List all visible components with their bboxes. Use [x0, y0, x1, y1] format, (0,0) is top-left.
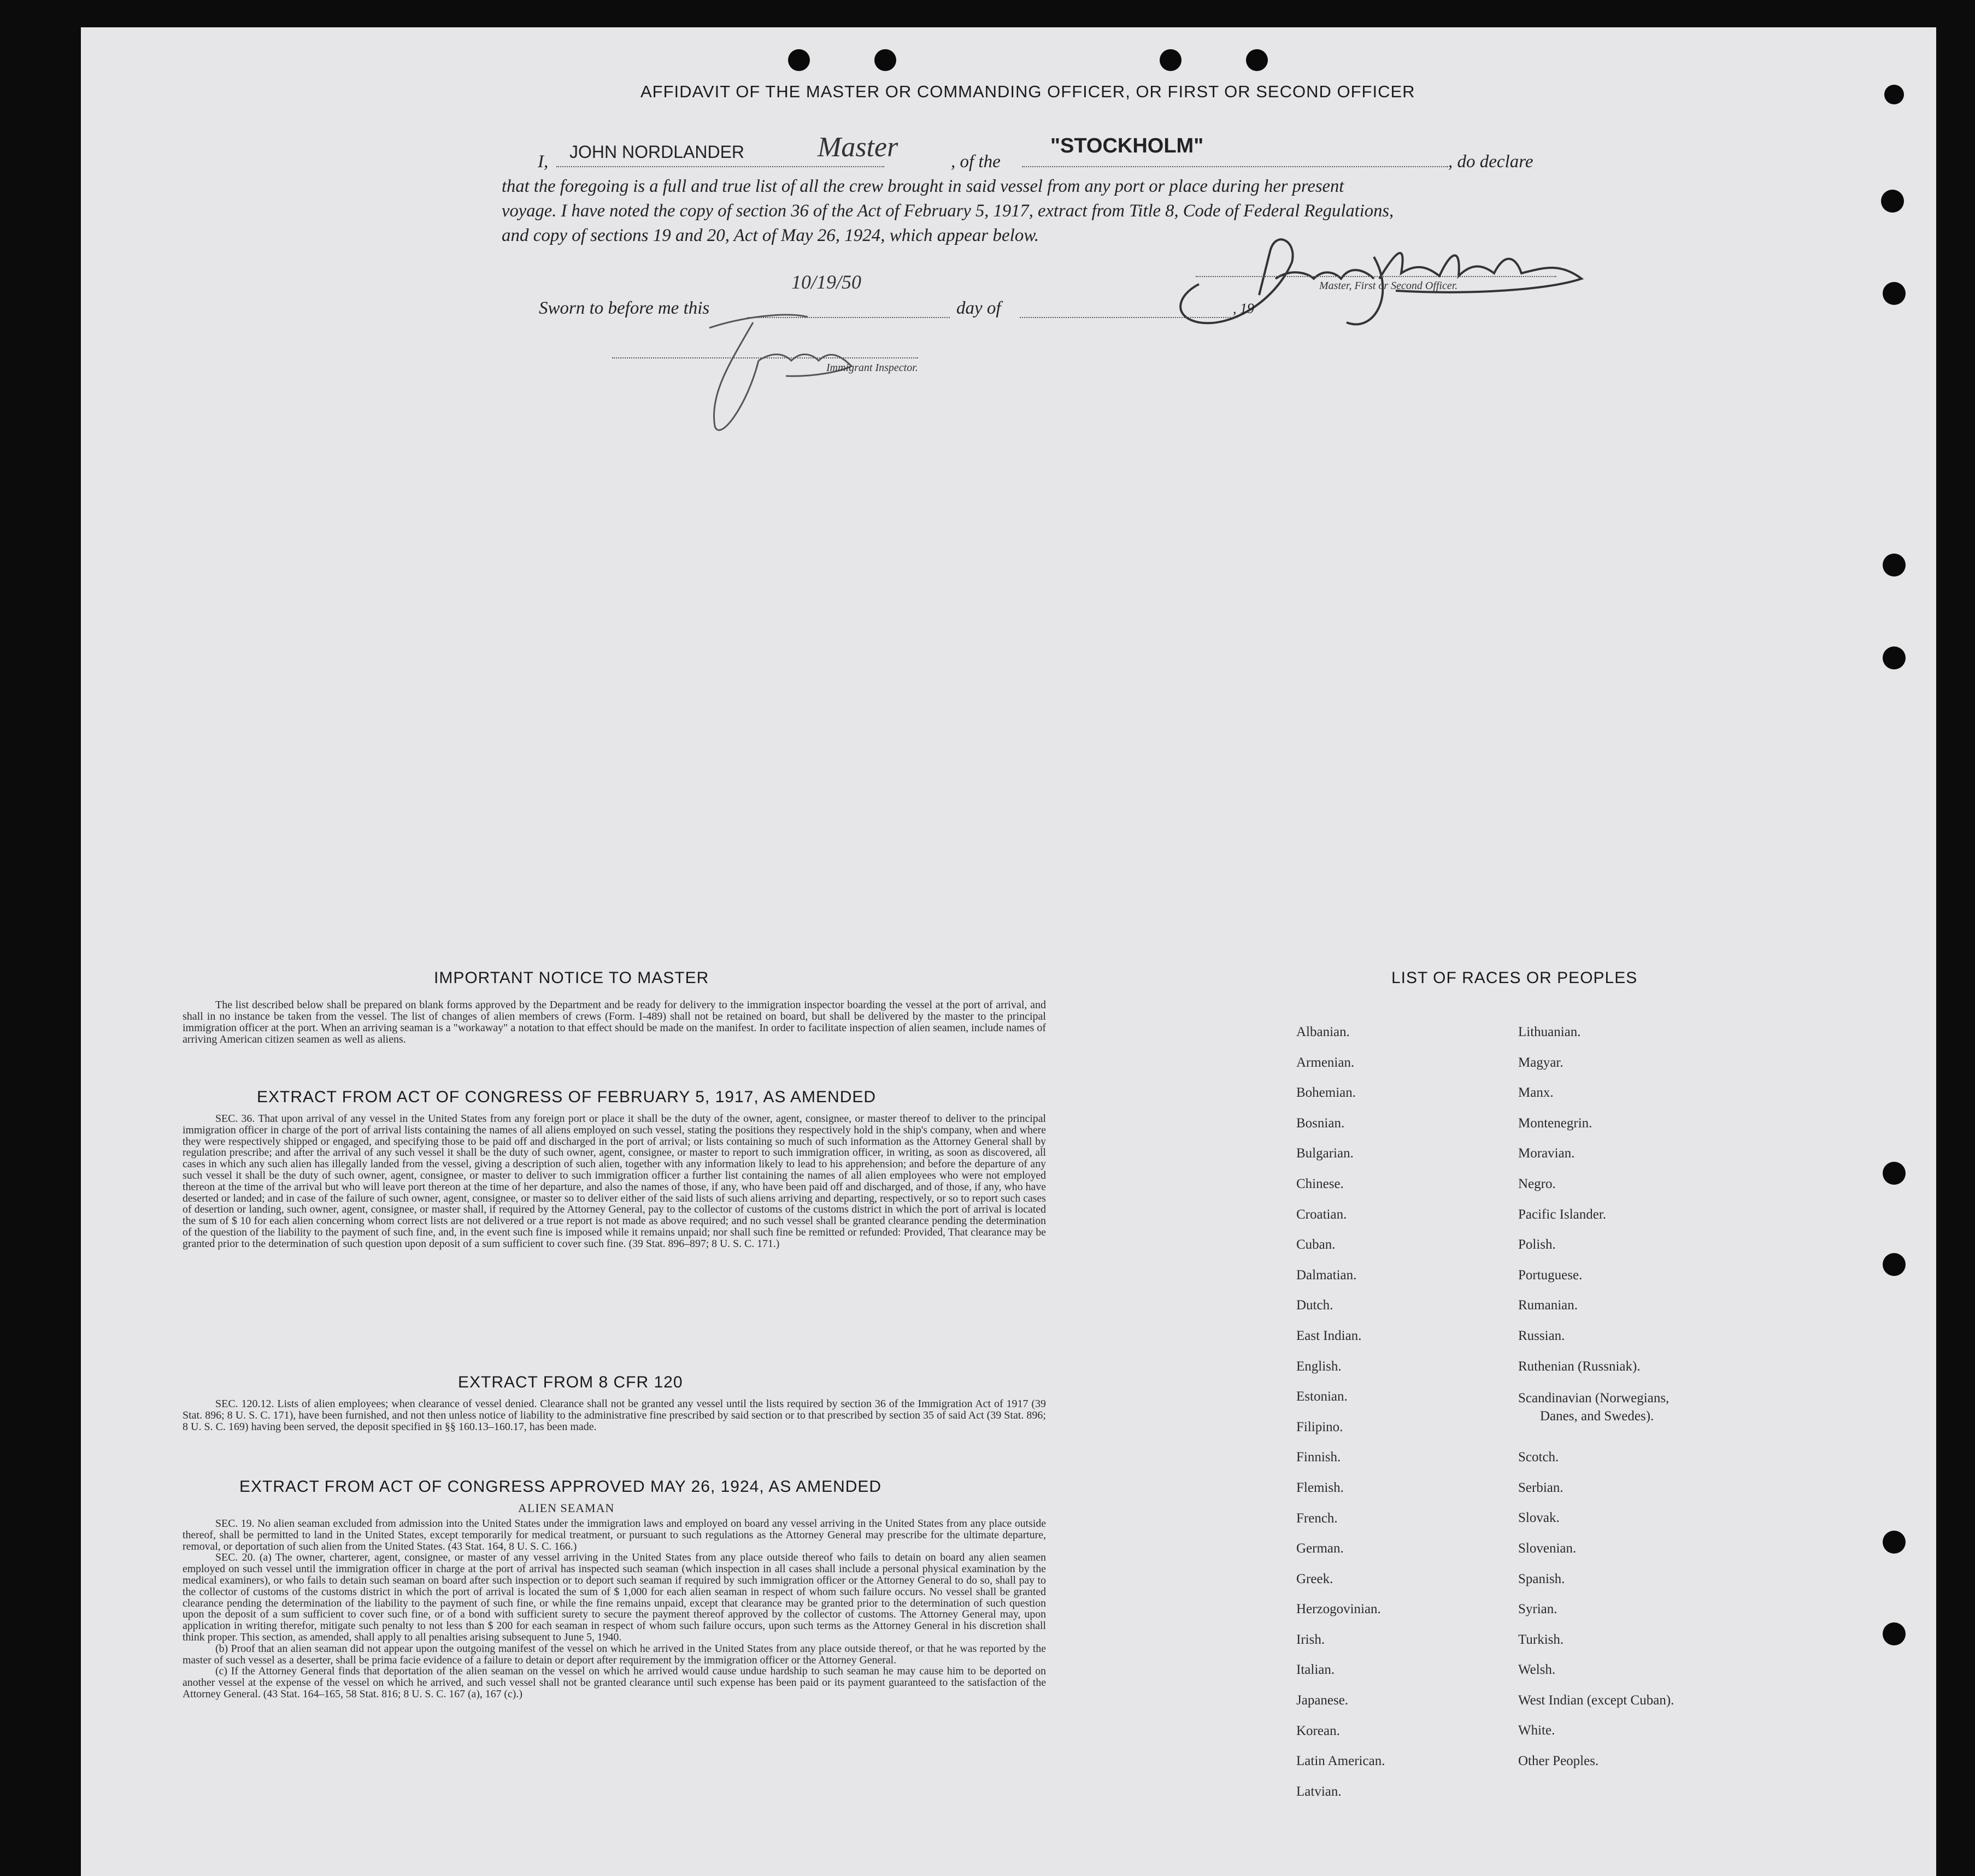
notice-title: IMPORTANT NOTICE TO MASTER — [434, 969, 709, 987]
vessel-name: "STOCKHOLM" — [1050, 134, 1204, 157]
punch-hole — [1881, 190, 1904, 213]
affidavit-line1-prefix: I, — [538, 152, 549, 172]
race-item: Slovenian. — [1518, 1540, 1577, 1556]
vessel-name-field — [1022, 166, 1448, 167]
race-item: Scotch. — [1518, 1450, 1559, 1465]
master-name: JOHN NORDLANDER — [569, 142, 745, 162]
race-item — [1518, 1389, 1674, 1450]
punch-hole — [1246, 49, 1268, 71]
race-item: East Indian. — [1296, 1328, 1362, 1343]
race-item: Korean. — [1296, 1723, 1340, 1738]
race-item: Rumanian. — [1518, 1298, 1578, 1313]
race-item: Latin American. — [1296, 1754, 1385, 1769]
race-item: Flemish. — [1296, 1480, 1344, 1495]
affidavit-line2: that the foregoing is a full and true list of all the crew brought in said vessel from any port or place during her present — [502, 177, 1344, 196]
race-item: Irish. — [1296, 1632, 1325, 1647]
race-item: Syrian. — [1518, 1602, 1557, 1617]
race-item: Dutch. — [1296, 1298, 1333, 1313]
sworn-month-field — [1020, 317, 1233, 318]
race-item: Armenian. — [1296, 1055, 1355, 1070]
sworn-prefix: Sworn to before me this — [539, 298, 710, 318]
race-item: German. — [1296, 1541, 1344, 1556]
race-item: West Indian (except Cuban). — [1518, 1692, 1674, 1708]
race-item: Greek. — [1296, 1571, 1333, 1586]
race-item: Chinese. — [1296, 1176, 1344, 1191]
race-item: Latvian. — [1296, 1784, 1342, 1799]
rank-handwritten: Master — [818, 132, 898, 163]
signature-field — [1196, 276, 1556, 277]
punch-hole — [874, 49, 896, 71]
race-item: Montenegrin. — [1518, 1115, 1592, 1131]
sworn-date-handwritten: 10/19/50 — [791, 271, 862, 293]
race-item: Pacific Islander. — [1518, 1207, 1607, 1222]
punch-hole — [1883, 1622, 1906, 1645]
race-item: Negro. — [1518, 1176, 1556, 1191]
affidavit-line3: voyage. I have noted the copy of section 36 of the Act of February 5, 1917, extract from Title 8, Code of Federal Regulations, — [502, 201, 1394, 221]
master-name-field — [556, 166, 884, 167]
race-item: Estonian. — [1296, 1389, 1348, 1404]
extract-8cfr-title: EXTRACT FROM 8 CFR 120 — [458, 1373, 683, 1391]
race-item: Bohemian. — [1296, 1085, 1356, 1101]
extract-1924-text — [183, 1518, 1046, 1700]
race-item: White. — [1518, 1723, 1555, 1738]
punch-hole — [1883, 282, 1906, 305]
race-item: Portuguese. — [1518, 1267, 1583, 1283]
race-item: Finnish. — [1296, 1450, 1341, 1465]
extract-1917-text: SEC. 36. That upon arrival of any vessel in the United States from any foreign port or place it shall be the duty of the owner, agent, consignee, or master thereof to deliver to the principal immigration officer in charge of the port of arrival lists containing the names of all aliens employed on such vessel, stating the positions they respectively hold in the ship's company, when and where they were respectively shipped or engaged, and specifying those to be paid off and discharged in the port of arrival; or lists containing so much of such information as the Attorney General shall by regulation prescribe; and after the arrival of any such vessel it shall be the duty of such owner, agent, consignee, or master to report to such immigration officer, in writing, as soon as discovered, all cases in which any such alien has illegally landed from the vessel, giving a description of such alien, together with any information likely to lead to his apprehension; and before the departure of any such vessel it shall be the duty of such owner, agent, consignee, or master to deliver to such immigration officer a further list containing the names of all alien employees who were not employed thereon at the time of the arrival but who will leave port thereon at the time of her departure, and also the names of those, if any, who have been paid off and discharged, and of those, if any, who have deserted or landed; and in case of the failure of such owner, agent, consignee, or master so to deliver either of the said lists of such aliens arriving and departing, respectively, or so to report such cases of desertion or landing, such owner, agent, consignee, or master shall, if required by the Attorney General, pay to the collector of customs of the customs district in which the port of arrival is located the sum of $ 10 for each alien concerning whom correct lists are not delivered or a true report is not made as above required; and no such vessel shall be granted clearance pending the determination of the question of the liability to the payment of such fine, and, in the event such fine is imposed while it remains unpaid; nor shall such fine be remitted or refunded: Provided, That clearance may be granted prior to the determination of such question upon deposit of a sum sufficient to cover such fine. (39 Stat. 896–897; 8 U. S. C. 171.) — [183, 1113, 1046, 1250]
day-of-text: day of — [956, 298, 1001, 318]
race-item: Cuban. — [1296, 1237, 1336, 1252]
notice-text: The list described below shall be prepared on blank forms approved by the Department and be ready for delivery to the immigration inspector boarding the vessel at the port of arrival, and shall in no instance be taken from the vessel. The list of changes of alien members of crews (Form. I-489) shall not be retained on board, but shall be delivered by the master to the principal immigration officer at the port. When an arriving seaman is a "workaway" a notation to that effect should be made on the manifest. In order to facilitate inspection of alien seamen, include names of arriving American citizen seamen as well as aliens. — [183, 999, 1046, 1045]
sec-20b-text: (b) Proof that an alien seaman did not appear upon the outgoing manifest of the vessel on which he arrived in the United States from any place outside thereof, or that he was reported by the master of such vessel as a deserter, shall be prima facie evidence of a failure to detain or deport after requirement by the immigration officer or the Attorney General. — [183, 1642, 1046, 1666]
punch-hole — [1883, 646, 1906, 669]
race-item: Russian. — [1518, 1328, 1565, 1343]
affidavit-title: AFFIDAVIT OF THE MASTER OR COMMANDING OFFICER, OR FIRST OR SECOND OFFICER — [640, 82, 1415, 101]
punch-hole — [1160, 49, 1182, 71]
document-page — [81, 27, 1936, 1876]
master-signature — [1166, 219, 1614, 339]
sec-20c-text: (c) If the Attorney General finds that deportation of the alien seaman on the vessel on which he arrived would cause undue hardship to such seaman he may cause him to be deported on another vessel at the expense of the vessel on which he arrived, and such vessel shall not be granted clearance until such expense has been paid or its payment guaranteed to the satisfaction of the Attorney General. (43 Stat. 164–165, 58 Stat. 816; 8 U. S. C. 167 (a), 167 (c).) — [183, 1665, 1046, 1700]
race-item: Herzogovinian. — [1296, 1602, 1381, 1617]
race-item: Turkish. — [1518, 1632, 1564, 1647]
race-item: Polish. — [1518, 1237, 1556, 1252]
sec-20a-text: SEC. 20. (a) The owner, charterer, agent, consignee, or master of any vessel arriving in the United States from any place outside thereof who fails to detain on board any alien seamen employed on such vessel until the immigration officer in charge at the port of arrival has inspected such seaman (which inspection in all cases shall include a personal physical examination by the medical examiners), or who fails to detain such seaman on board after such inspection or to deport such seaman if required by such immigration officer or the Attorney General to do so, shall pay to the collector of customs of the customs district in which the port of arrival is located the sum of $ 1,000 for each alien seaman in respect of whom such failure occurs. No vessel shall be granted clearance pending the determination of the liability to the payment of such fine, or while the fine remains unpaid, except that clearance may be granted prior to the determination of such question upon the deposit of a sum sufficient to cover such fine, or of a bond with sufficient surety to secure the payment thereof approved by the collector of customs. The Attorney General may, upon application in writing therefor, mitigate such penalty to not less than $ 200 for each seaman in respect of whom such failure occurs, upon such terms as the Attorney General in his discretion shall think proper. This section, as amended, shall apply to all penalties arising subsequent to June 5, 1940. — [183, 1551, 1046, 1643]
races-column-1 — [1296, 1025, 1385, 1814]
race-item: Lithuanian. — [1518, 1025, 1581, 1039]
race-item: Slovak. — [1518, 1510, 1560, 1526]
race-item: Filipino. — [1296, 1419, 1343, 1434]
punch-hole — [1884, 85, 1904, 104]
punch-hole — [1883, 1531, 1906, 1554]
of-the-text: , of the — [951, 152, 1001, 172]
race-item: English. — [1296, 1359, 1342, 1374]
year-prefix: , 19 — [1233, 301, 1254, 316]
race-item: Moravian. — [1518, 1146, 1575, 1161]
races-title: LIST OF RACES OR PEOPLES — [1391, 969, 1638, 987]
extract-1924-subtitle: ALIEN SEAMAN — [518, 1501, 615, 1515]
race-item: Magyar. — [1518, 1055, 1563, 1070]
race-item: Other Peoples. — [1518, 1754, 1599, 1769]
race-item: Ruthenian (Russniak). — [1518, 1359, 1641, 1374]
extract-8cfr-text: SEC. 120.12. Lists of alien employees; when clearance of vessel denied. Clearance shall not be granted any vessel until the lists required by section 36 of the Immigration Act of 1917 (39 Stat. 896; 8 U. S. C. 171), have been furnished, and not then unless notice of liability to the administrative fine prescribed by said section or to that prescribed by section 35 of said Act (39 Stat. 896; 8 U. S. C. 169) having been served, the deposit specified in §§ 160.13–160.17, has been made. — [183, 1398, 1046, 1433]
race-item-line: Danes, and Swedes). — [1540, 1409, 1654, 1424]
races-column-2 — [1518, 1025, 1674, 1784]
sec-19-text: SEC. 19. No alien seaman excluded from admission into the United States under the immigration laws and employed on board any vessel arriving in the United States from any place outside thereof, shall be permitted to land in the United States, except temporarily for medical treatment, or pursuant to such regulations as the Attorney General may prescribe for the ultimate departure, removal, or deportation of such alien from the United States. (43 Stat. 164, 8 U. S. C. 166.) — [183, 1518, 1046, 1552]
extract-1924-title: EXTRACT FROM ACT OF CONGRESS APPROVED MAY 26, 1924, AS AMENDED — [239, 1478, 882, 1496]
affidavit-line4: and copy of sections 19 and 20, Act of May 26, 1924, which appear below. — [502, 226, 1039, 245]
punch-hole — [1883, 554, 1906, 577]
race-item: Japanese. — [1296, 1693, 1349, 1708]
race-item: Croatian. — [1296, 1207, 1347, 1222]
race-item: Welsh. — [1518, 1662, 1556, 1678]
inspector-field — [612, 357, 918, 358]
do-declare-text: , do declare — [1448, 152, 1533, 172]
race-item: Albanian. — [1296, 1025, 1350, 1039]
punch-hole — [1883, 1162, 1906, 1185]
race-item: Spanish. — [1518, 1571, 1565, 1586]
race-item: French. — [1296, 1510, 1338, 1526]
race-item: Serbian. — [1518, 1480, 1563, 1495]
punch-hole — [788, 49, 810, 71]
race-item-line: Scandinavian (Norwegians, — [1518, 1391, 1670, 1406]
race-item: Bulgarian. — [1296, 1146, 1354, 1161]
punch-hole — [1883, 1253, 1906, 1276]
extract-1917-title: EXTRACT FROM ACT OF CONGRESS OF FEBRUARY 5, 1917, AS AMENDED — [257, 1088, 877, 1106]
inspector-label: Immigrant Inspector. — [826, 362, 918, 374]
race-item: Bosnian. — [1296, 1115, 1345, 1131]
race-item: Italian. — [1296, 1662, 1335, 1678]
race-item: Manx. — [1518, 1085, 1554, 1101]
race-item: Dalmatian. — [1296, 1267, 1357, 1283]
signature-label: Master, First or Second Officer. — [1319, 280, 1458, 292]
